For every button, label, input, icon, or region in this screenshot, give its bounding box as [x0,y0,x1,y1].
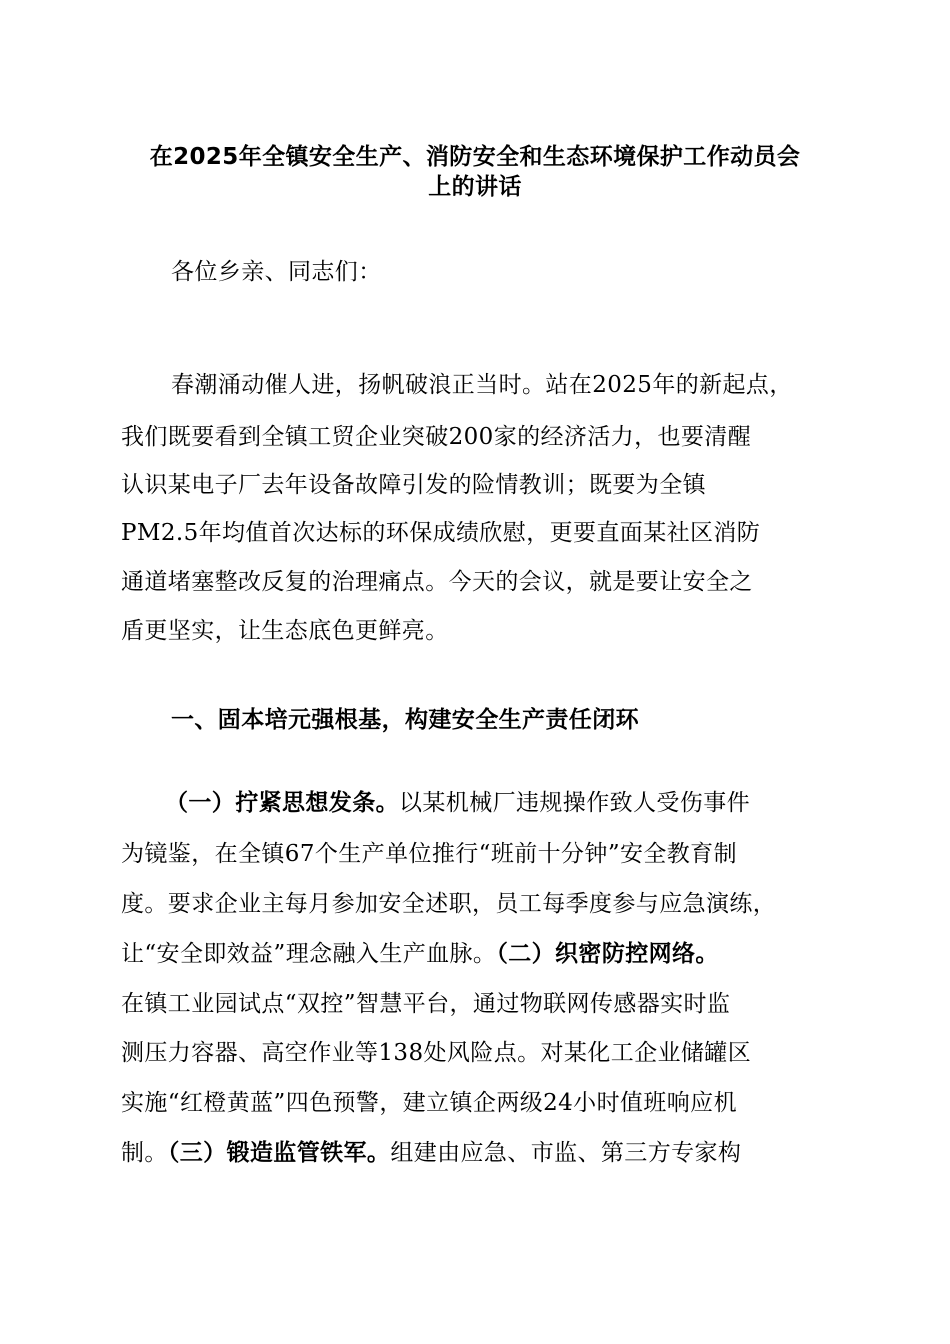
section1-line [121,939,719,969]
section1-line: 度。要求企业主每月参加安全述职，员工每季度参与应急演练， [121,891,777,917]
intro-line: 我们既要看到全镇工贸企业突破200家的经济活力，也要清醒 [121,424,752,450]
intro-line: 通道堵塞整改反复的治理痛点。今天的会议，就是要让安全之 [121,569,753,595]
section-heading: 一、固本培元强根基，构建安全生产责任闭环 [171,707,639,733]
intro-line: 春潮涌动催人进，扬帆破浪正当时。站在2025年的新起点， [171,372,793,398]
title-line-2: 上的讲话 [428,174,522,200]
section1-line: 为镜鉴，在全镇67个生产单位推行“班前十分钟”安全教育制 [121,841,737,867]
page-title [100,142,850,202]
intro-line: PM2.5年均值首次达标的环保成绩欣慰，更要直面某社区消防 [121,520,761,546]
intro-line: 盾更坚实，让生态底色更鲜亮。 [121,618,449,644]
section1-line: 测压力容器、高空作业等138处风险点。对某化工企业储罐区 [121,1040,752,1066]
text-run: 让“安全即效益”理念融入生产血脉。 [121,941,497,967]
section1-line: 在镇工业园试点“双控”智慧平台，通过物联网传感器实时监 [121,991,731,1017]
subheading-2: （二）织密防控网络。 [496,941,719,967]
intro-line: 认识某电子厂去年设备故障引发的险情教训；既要为全镇 [121,472,706,498]
section1-line: 实施“红橙黄蓝”四色预警，建立镇企两级24小时值班响应机 [121,1090,737,1116]
salutation: 各位乡亲、同志们： [171,259,382,285]
title-line-1: 在2025年全镇安全生产、消防安全和生态环境保护工作动员会 [149,144,801,170]
section1-line [165,788,750,818]
section1-line [121,1138,741,1168]
text-run: 制。 [121,1140,168,1166]
subheading-1: （一）拧紧思想发条。 [165,790,399,816]
subheading-3: （三）锻造监管铁军。 [167,1140,391,1166]
text-run: 组建由应急、市监、第三方专家构 [390,1140,742,1166]
text-run: 以某机械厂违规操作致人受伤事件 [399,790,750,816]
